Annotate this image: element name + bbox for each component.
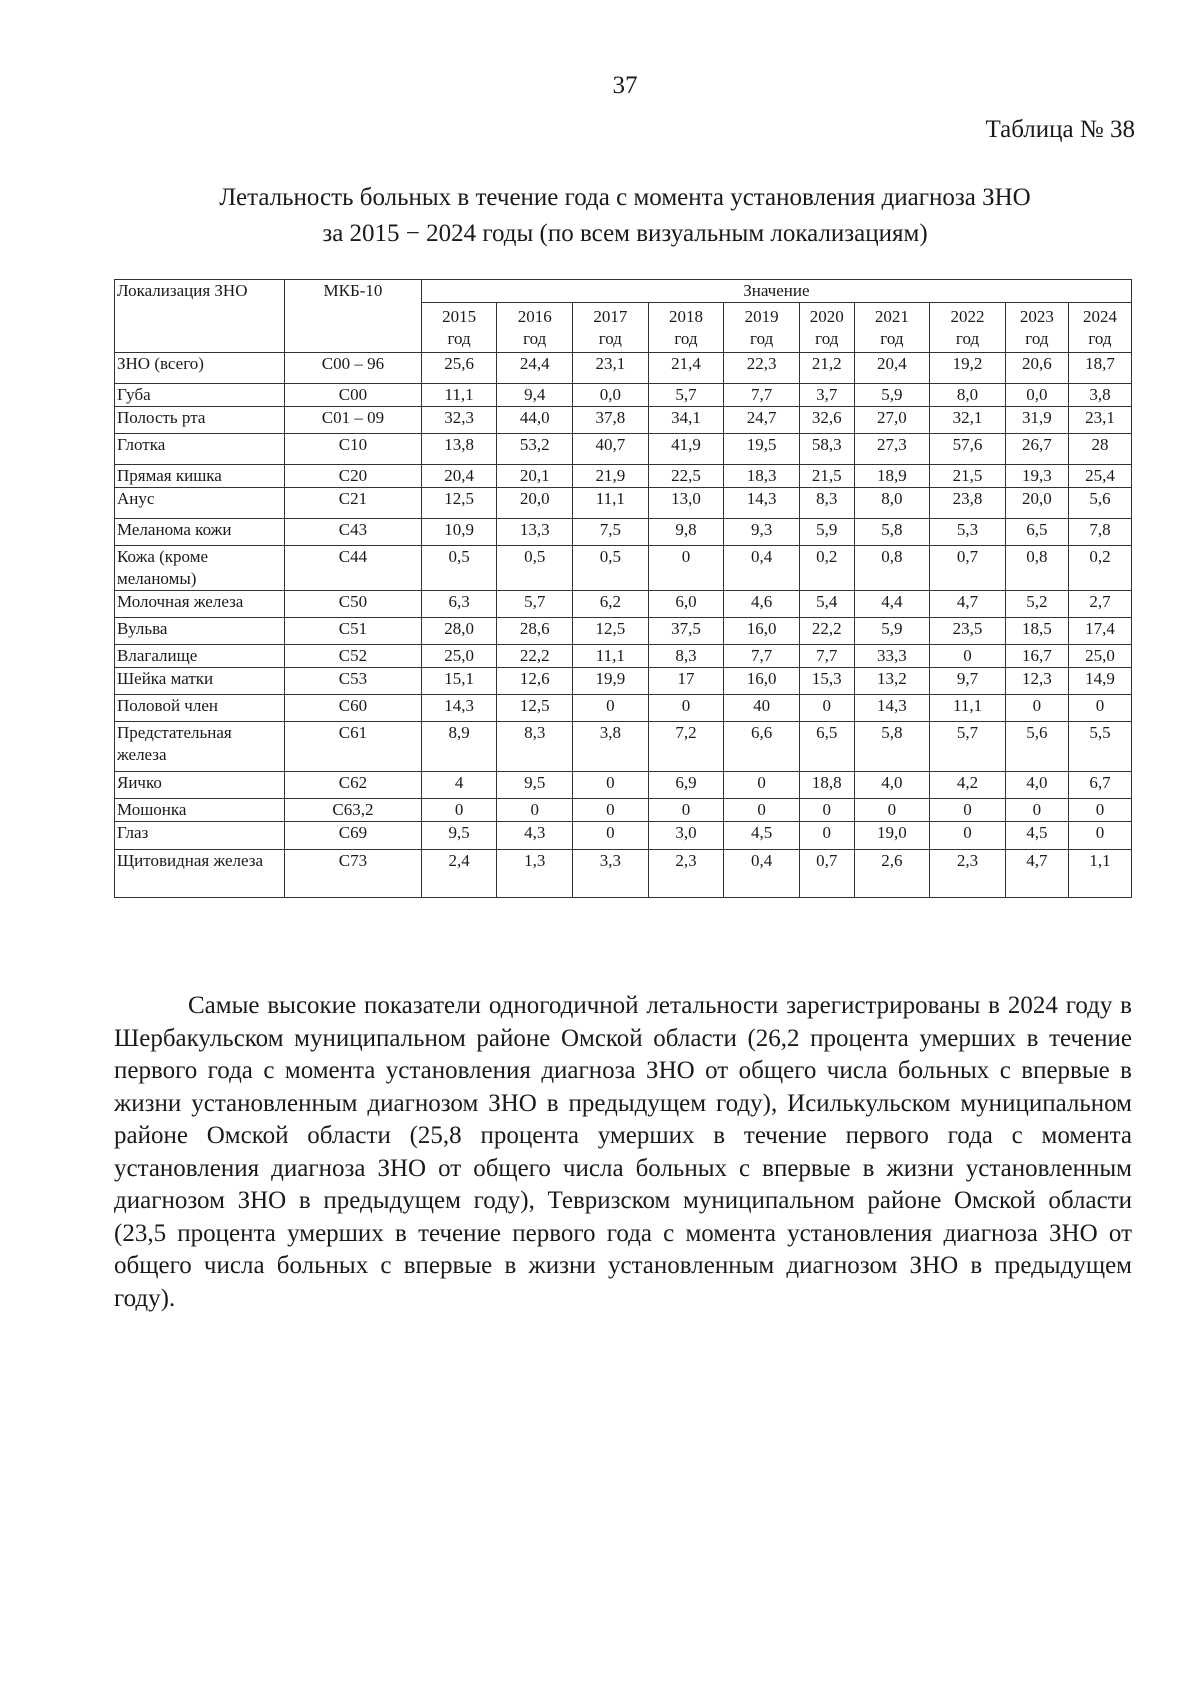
table-row [115, 645, 1132, 668]
value-cell-2016: 0 [497, 799, 573, 822]
header-year-2016 [497, 303, 573, 353]
value-cell-2020: 5,9 [799, 519, 854, 546]
value-cell-2016: 9,4 [497, 384, 573, 407]
value-cell-2016: 12,6 [497, 668, 573, 695]
icd-code-cell: С00 [285, 384, 422, 407]
table-row [115, 772, 1132, 799]
value-cell-2023: 31,9 [1005, 407, 1068, 434]
header-year-suffix: год [598, 329, 622, 348]
localization-cell: Анус [115, 488, 285, 519]
header-year-2022 [930, 303, 1006, 353]
value-cell-2015: 11,1 [421, 384, 497, 407]
value-cell-2015: 20,4 [421, 465, 497, 488]
value-cell-2016: 1,3 [497, 850, 573, 898]
value-cell-2015: 0 [421, 799, 497, 822]
header-year-number: 2021 [874, 307, 909, 326]
value-cell-2019: 19,5 [724, 434, 800, 465]
value-cell-2022: 23,5 [930, 618, 1006, 645]
value-cell-2020: 22,2 [799, 618, 854, 645]
value-cell-2024: 3,8 [1068, 384, 1131, 407]
header-year-suffix: год [955, 329, 980, 348]
icd-code-cell: С10 [285, 434, 422, 465]
value-cell-2015: 2,4 [421, 850, 497, 898]
header-year-2023 [1005, 303, 1068, 353]
value-cell-2018: 21,4 [648, 353, 724, 384]
value-cell-2021: 4,4 [854, 591, 930, 618]
icd-code-cell: С63,2 [285, 799, 422, 822]
value-cell-2017: 37,8 [573, 407, 649, 434]
value-cell-2016: 12,5 [497, 695, 573, 722]
localization-cell: Прямая кишка [115, 465, 285, 488]
header-year-suffix: год [674, 329, 698, 348]
value-cell-2015: 25,6 [421, 353, 497, 384]
value-cell-2019: 16,0 [724, 668, 800, 695]
value-cell-2019: 0 [724, 772, 800, 799]
value-cell-2023: 20,6 [1005, 353, 1068, 384]
icd-code-cell: С44 [285, 546, 422, 591]
value-cell-2019: 18,3 [724, 465, 800, 488]
header-year-2019 [724, 303, 800, 353]
value-cell-2024: 23,1 [1068, 407, 1131, 434]
table-row [115, 668, 1132, 695]
value-cell-2023: 4,0 [1005, 772, 1068, 799]
value-cell-2020: 7,7 [799, 645, 854, 668]
value-cell-2018: 6,0 [648, 591, 724, 618]
value-cell-2022: 9,7 [930, 668, 1006, 695]
header-year-suffix: год [880, 329, 904, 348]
icd-code-cell: С20 [285, 465, 422, 488]
value-cell-2017: 7,5 [573, 519, 649, 546]
localization-cell: Влагалище [115, 645, 285, 668]
value-cell-2016: 5,7 [497, 591, 573, 618]
value-cell-2015: 25,0 [421, 645, 497, 668]
icd-code-cell: С69 [285, 822, 422, 850]
value-cell-2021: 27,0 [854, 407, 930, 434]
table-row [115, 850, 1132, 898]
localization-cell: Предстательная железа [115, 722, 285, 772]
header-year-2018 [648, 303, 724, 353]
localization-cell: Вульва [115, 618, 285, 645]
value-cell-2021: 4,0 [854, 772, 930, 799]
value-cell-2022: 21,5 [930, 465, 1006, 488]
value-cell-2020: 0 [799, 799, 854, 822]
table-row [115, 488, 1132, 519]
value-cell-2023: 18,5 [1005, 618, 1068, 645]
header-year-number: 2022 [950, 307, 985, 326]
localization-cell: Кожа (кроме меланомы) [115, 546, 285, 591]
value-cell-2020: 0 [799, 822, 854, 850]
value-cell-2022: 8,0 [930, 384, 1006, 407]
value-cell-2022: 0 [930, 822, 1006, 850]
value-cell-2021: 0,8 [854, 546, 930, 591]
header-year-2024 [1068, 303, 1131, 353]
table-label: Таблица № 38 [985, 116, 1135, 143]
value-cell-2023: 26,7 [1005, 434, 1068, 465]
value-cell-2021: 5,8 [854, 722, 930, 772]
value-cell-2021: 0 [854, 799, 930, 822]
table-row [115, 591, 1132, 618]
value-cell-2016: 8,3 [497, 722, 573, 772]
value-cell-2019: 9,3 [724, 519, 800, 546]
value-cell-2015: 32,3 [421, 407, 497, 434]
header-year-number: 2017 [593, 307, 628, 326]
header-localization: Локализация ЗНО [115, 280, 285, 353]
localization-cell: Половой член [115, 695, 285, 722]
value-cell-2018: 6,9 [648, 772, 724, 799]
table-row [115, 822, 1132, 850]
localization-cell: Меланома кожи [115, 519, 285, 546]
value-cell-2023: 20,0 [1005, 488, 1068, 519]
value-cell-2017: 0 [573, 822, 649, 850]
icd-code-cell: С01 – 09 [285, 407, 422, 434]
header-year-number: 2019 [744, 307, 779, 326]
value-cell-2020: 8,3 [799, 488, 854, 519]
value-cell-2022: 11,1 [930, 695, 1006, 722]
header-year-suffix: год [750, 329, 774, 348]
table-title-line-1: Летальность больных в течение года с момента установления диагноза ЗНО [219, 184, 1031, 211]
value-cell-2020: 0,2 [799, 546, 854, 591]
value-cell-2019: 4,6 [724, 591, 800, 618]
header-value: Значение [421, 280, 1131, 303]
value-cell-2022: 5,3 [930, 519, 1006, 546]
header-year-suffix: год [523, 329, 547, 348]
value-cell-2015: 4 [421, 772, 497, 799]
value-cell-2024: 7,8 [1068, 519, 1131, 546]
value-cell-2022: 4,7 [930, 591, 1006, 618]
value-cell-2021: 5,9 [854, 384, 930, 407]
value-cell-2021: 18,9 [854, 465, 930, 488]
value-cell-2021: 5,8 [854, 519, 930, 546]
value-cell-2019: 16,0 [724, 618, 800, 645]
value-cell-2015: 10,9 [421, 519, 497, 546]
value-cell-2023: 12,3 [1005, 668, 1068, 695]
value-cell-2018: 9,8 [648, 519, 724, 546]
value-cell-2016: 20,0 [497, 488, 573, 519]
table-row [115, 618, 1132, 645]
value-cell-2019: 14,3 [724, 488, 800, 519]
value-cell-2022: 57,6 [930, 434, 1006, 465]
value-cell-2020: 5,4 [799, 591, 854, 618]
table-row [115, 519, 1132, 546]
value-cell-2017: 19,9 [573, 668, 649, 695]
icd-code-cell: С00 – 96 [285, 353, 422, 384]
value-cell-2017: 0 [573, 772, 649, 799]
value-cell-2021: 20,4 [854, 353, 930, 384]
table-title-line-2: за 2015 − 2024 годы (по всем визуальным локализациям) [322, 220, 928, 247]
value-cell-2017: 0,0 [573, 384, 649, 407]
value-cell-2019: 24,7 [724, 407, 800, 434]
header-year-number: 2016 [517, 307, 552, 326]
header-year-number: 2020 [809, 307, 844, 326]
localization-cell: Полость рта [115, 407, 285, 434]
value-cell-2022: 32,1 [930, 407, 1006, 434]
value-cell-2019: 7,7 [724, 645, 800, 668]
value-cell-2016: 24,4 [497, 353, 573, 384]
header-year-2021 [854, 303, 930, 353]
value-cell-2015: 0,5 [421, 546, 497, 591]
value-cell-2023: 0,0 [1005, 384, 1068, 407]
value-cell-2023: 6,5 [1005, 519, 1068, 546]
value-cell-2020: 0 [799, 695, 854, 722]
icd-code-cell: С52 [285, 645, 422, 668]
header-year-number: 2024 [1082, 307, 1117, 326]
value-cell-2017: 11,1 [573, 645, 649, 668]
table-row [115, 407, 1132, 434]
value-cell-2023: 4,7 [1005, 850, 1068, 898]
header-year-number: 2018 [668, 307, 703, 326]
lethality-table [114, 279, 1132, 898]
value-cell-2023: 16,7 [1005, 645, 1068, 668]
value-cell-2017: 40,7 [573, 434, 649, 465]
table-row [115, 434, 1132, 465]
value-cell-2018: 41,9 [648, 434, 724, 465]
value-cell-2023: 19,3 [1005, 465, 1068, 488]
value-cell-2019: 0,4 [724, 546, 800, 591]
table-row [115, 722, 1132, 772]
value-cell-2020: 58,3 [799, 434, 854, 465]
value-cell-2016: 22,2 [497, 645, 573, 668]
value-cell-2017: 0 [573, 695, 649, 722]
localization-cell: Мошонка [115, 799, 285, 822]
value-cell-2018: 13,0 [648, 488, 724, 519]
table-row [115, 465, 1132, 488]
value-cell-2020: 18,8 [799, 772, 854, 799]
value-cell-2015: 9,5 [421, 822, 497, 850]
icd-code-cell: С43 [285, 519, 422, 546]
value-cell-2017: 3,3 [573, 850, 649, 898]
value-cell-2018: 0 [648, 695, 724, 722]
value-cell-2017: 23,1 [573, 353, 649, 384]
value-cell-2022: 0 [930, 799, 1006, 822]
value-cell-2016: 28,6 [497, 618, 573, 645]
localization-cell: Глаз [115, 822, 285, 850]
value-cell-2018: 37,5 [648, 618, 724, 645]
localization-cell: Щитовидная железа [115, 850, 285, 898]
table-title [0, 180, 1200, 252]
value-cell-2024: 18,7 [1068, 353, 1131, 384]
value-cell-2023: 4,5 [1005, 822, 1068, 850]
value-cell-2021: 8,0 [854, 488, 930, 519]
value-cell-2018: 22,5 [648, 465, 724, 488]
table-row [115, 695, 1132, 722]
value-cell-2021: 13,2 [854, 668, 930, 695]
value-cell-2023: 5,6 [1005, 722, 1068, 772]
value-cell-2021: 2,6 [854, 850, 930, 898]
localization-cell: Глотка [115, 434, 285, 465]
value-cell-2022: 0 [930, 645, 1006, 668]
value-cell-2020: 21,2 [799, 353, 854, 384]
localization-cell: Яичко [115, 772, 285, 799]
value-cell-2019: 4,5 [724, 822, 800, 850]
value-cell-2022: 5,7 [930, 722, 1006, 772]
value-cell-2015: 28,0 [421, 618, 497, 645]
value-cell-2016: 53,2 [497, 434, 573, 465]
localization-cell: Молочная железа [115, 591, 285, 618]
value-cell-2022: 23,8 [930, 488, 1006, 519]
value-cell-2024: 0 [1068, 822, 1131, 850]
value-cell-2020: 15,3 [799, 668, 854, 695]
value-cell-2024: 17,4 [1068, 618, 1131, 645]
localization-cell: ЗНО (всего) [115, 353, 285, 384]
table-row [115, 546, 1132, 591]
value-cell-2017: 0 [573, 799, 649, 822]
value-cell-2024: 25,0 [1068, 645, 1131, 668]
value-cell-2024: 25,4 [1068, 465, 1131, 488]
header-year-suffix: год [815, 329, 839, 348]
value-cell-2017: 11,1 [573, 488, 649, 519]
table-row [115, 353, 1132, 384]
value-cell-2016: 0,5 [497, 546, 573, 591]
icd-code-cell: С73 [285, 850, 422, 898]
header-year-2020 [799, 303, 854, 353]
value-cell-2024: 0 [1068, 695, 1131, 722]
value-cell-2024: 0,2 [1068, 546, 1131, 591]
value-cell-2015: 13,8 [421, 434, 497, 465]
value-cell-2015: 15,1 [421, 668, 497, 695]
value-cell-2021: 19,0 [854, 822, 930, 850]
value-cell-2024: 2,7 [1068, 591, 1131, 618]
value-cell-2023: 0,8 [1005, 546, 1068, 591]
icd-code-cell: С60 [285, 695, 422, 722]
value-cell-2021: 5,9 [854, 618, 930, 645]
value-cell-2024: 5,5 [1068, 722, 1131, 772]
value-cell-2016: 13,3 [497, 519, 573, 546]
value-cell-2015: 6,3 [421, 591, 497, 618]
table-row [115, 799, 1132, 822]
value-cell-2021: 14,3 [854, 695, 930, 722]
value-cell-2017: 12,5 [573, 618, 649, 645]
header-year-suffix: год [447, 329, 471, 348]
value-cell-2018: 0 [648, 546, 724, 591]
value-cell-2024: 0 [1068, 799, 1131, 822]
value-cell-2019: 7,7 [724, 384, 800, 407]
value-cell-2023: 5,2 [1005, 591, 1068, 618]
value-cell-2022: 0,7 [930, 546, 1006, 591]
header-year-number: 2015 [442, 307, 477, 326]
value-cell-2018: 8,3 [648, 645, 724, 668]
value-cell-2016: 9,5 [497, 772, 573, 799]
localization-cell: Губа [115, 384, 285, 407]
table-row [115, 384, 1132, 407]
value-cell-2024: 14,9 [1068, 668, 1131, 695]
value-cell-2015: 14,3 [421, 695, 497, 722]
value-cell-2018: 7,2 [648, 722, 724, 772]
body-paragraph: Самые высокие показатели одногодичной летальности зарегистрированы в 2024 году в Шербакульском муниципальном районе Омской области (26,2 процента умерших в течение первого года с момента установления диагноза ЗНО от общего числа больных с впервые в жизни установленным диагнозом ЗНО в предыдущем году), Исилькульском муниципальном районе Омской области (25,8 процента умерших в течение первого года с момента установления диагноза ЗНО от общего числа больных с впервые в жизни установленным диагнозом ЗНО в предыдущем году), Тевризском муниципальном районе Омской области (23,5 процента умерших в течение первого года с момента установления диагноза ЗНО от общего числа больных с впервые в жизни установленным диагнозом ЗНО в предыдущем году). [114, 992, 1132, 1312]
value-cell-2017: 21,9 [573, 465, 649, 488]
icd-code-cell: С53 [285, 668, 422, 695]
header-icd: МКБ-10 [285, 280, 422, 353]
value-cell-2023: 0 [1005, 799, 1068, 822]
icd-code-cell: С61 [285, 722, 422, 772]
value-cell-2016: 44,0 [497, 407, 573, 434]
table-body [115, 353, 1132, 898]
value-cell-2020: 21,5 [799, 465, 854, 488]
value-cell-2015: 8,9 [421, 722, 497, 772]
header-row-1 [115, 280, 1132, 303]
value-cell-2018: 17 [648, 668, 724, 695]
value-cell-2020: 6,5 [799, 722, 854, 772]
value-cell-2016: 4,3 [497, 822, 573, 850]
icd-code-cell: С51 [285, 618, 422, 645]
value-cell-2019: 0 [724, 799, 800, 822]
value-cell-2017: 3,8 [573, 722, 649, 772]
value-cell-2022: 19,2 [930, 353, 1006, 384]
value-cell-2018: 2,3 [648, 850, 724, 898]
value-cell-2018: 5,7 [648, 384, 724, 407]
value-cell-2024: 5,6 [1068, 488, 1131, 519]
icd-code-cell: С62 [285, 772, 422, 799]
value-cell-2020: 32,6 [799, 407, 854, 434]
value-cell-2022: 2,3 [930, 850, 1006, 898]
value-cell-2015: 12,5 [421, 488, 497, 519]
header-year-suffix: год [1025, 329, 1049, 348]
header-year-suffix: год [1088, 329, 1112, 348]
value-cell-2020: 0,7 [799, 850, 854, 898]
value-cell-2019: 40 [724, 695, 800, 722]
icd-code-cell: С21 [285, 488, 422, 519]
value-cell-2018: 0 [648, 799, 724, 822]
value-cell-2016: 20,1 [497, 465, 573, 488]
header-year-2017 [573, 303, 649, 353]
icd-code-cell: С50 [285, 591, 422, 618]
localization-cell: Шейка матки [115, 668, 285, 695]
value-cell-2017: 6,2 [573, 591, 649, 618]
value-cell-2024: 28 [1068, 434, 1131, 465]
value-cell-2017: 0,5 [573, 546, 649, 591]
value-cell-2019: 22,3 [724, 353, 800, 384]
value-cell-2020: 3,7 [799, 384, 854, 407]
value-cell-2019: 0,4 [724, 850, 800, 898]
value-cell-2024: 6,7 [1068, 772, 1131, 799]
header-year-number: 2023 [1019, 307, 1054, 326]
value-cell-2023: 0 [1005, 695, 1068, 722]
value-cell-2019: 6,6 [724, 722, 800, 772]
value-cell-2018: 34,1 [648, 407, 724, 434]
value-cell-2018: 3,0 [648, 822, 724, 850]
value-cell-2021: 33,3 [854, 645, 930, 668]
value-cell-2024: 1,1 [1068, 850, 1131, 898]
value-cell-2021: 27,3 [854, 434, 930, 465]
header-year-2015 [421, 303, 497, 353]
value-cell-2022: 4,2 [930, 772, 1006, 799]
page-number: 37 [612, 72, 638, 99]
